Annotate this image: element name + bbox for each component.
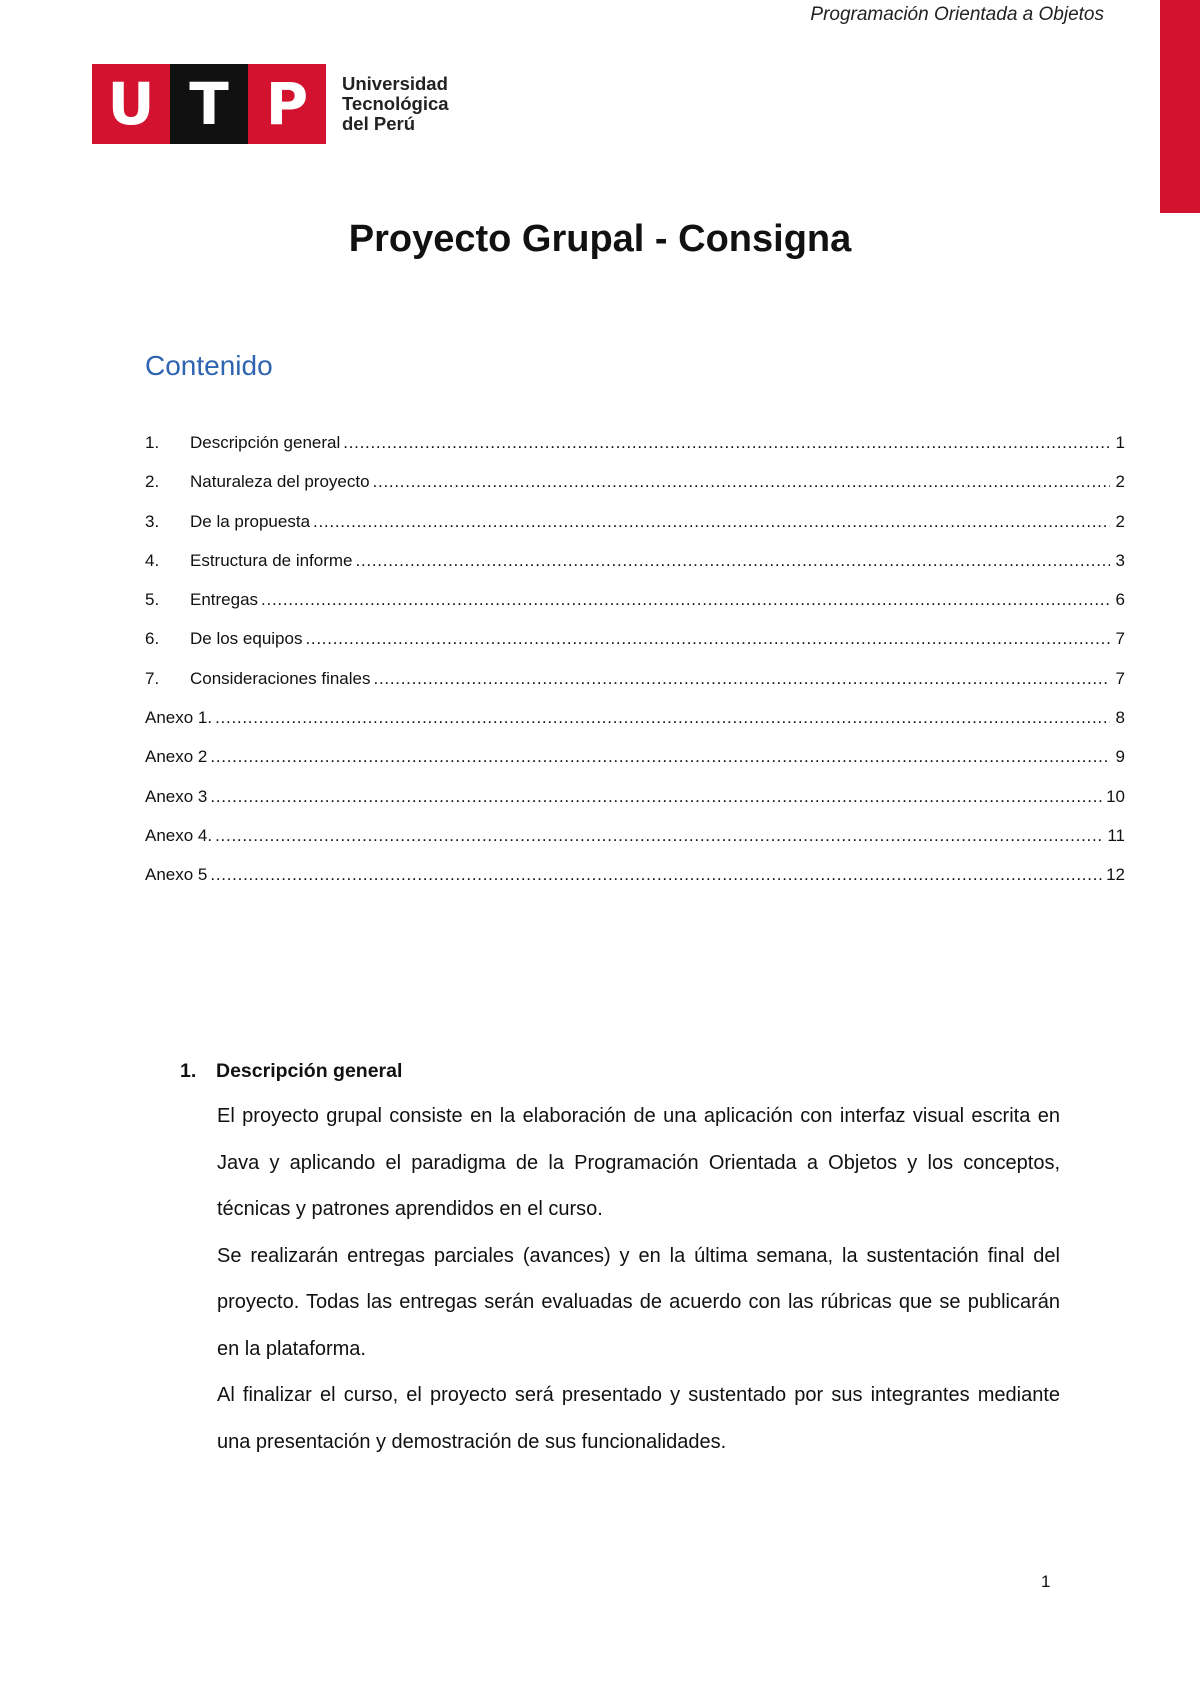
logo-letter-blocks	[92, 64, 326, 144]
section-body	[217, 1093, 1060, 1465]
toc-dot-leader	[356, 551, 1110, 571]
toc-dot-leader	[210, 747, 1110, 767]
logo-letter-t: T	[170, 64, 248, 144]
toc-entry-page: 1	[1115, 433, 1125, 452]
toc-entry[interactable]	[145, 747, 1125, 786]
toc-heading: Contenido	[145, 350, 273, 381]
toc-entry-label: Naturaleza del proyecto	[190, 472, 370, 492]
toc-entry-label: Entregas	[190, 590, 259, 610]
toc-entry-label: Descripción general	[190, 433, 341, 452]
toc-entry[interactable]	[145, 472, 1125, 511]
toc-entry-label: De los equipos	[190, 629, 303, 649]
header-course-name: Programación Orientada a Objetos	[810, 4, 1104, 25]
table-of-contents	[145, 433, 1125, 905]
logo-text-line-3: del Perú	[342, 113, 415, 134]
toc-entry-page: 9	[1115, 747, 1125, 767]
toc-entry[interactable]	[145, 551, 1125, 590]
toc-dot-leader	[210, 865, 1103, 885]
toc-entry-page: 7	[1115, 668, 1125, 688]
toc-entry-label: Consideraciones finales	[190, 668, 371, 688]
toc-entry-number: 4.	[145, 550, 160, 570]
toc-entry-page: 12	[1106, 865, 1125, 885]
toc-entry-page: 2	[1115, 511, 1125, 531]
toc-entry-label: Anexo 5	[145, 865, 208, 885]
section-descripcion-general	[180, 1060, 1060, 1465]
toc-entry-page: 10	[1106, 786, 1125, 806]
toc-entry-page: 3	[1115, 550, 1125, 570]
toc-entry[interactable]	[145, 865, 1125, 904]
logo-letter-p: P	[248, 64, 326, 144]
toc-entry-label: Anexo 2	[145, 747, 208, 767]
toc-entry-number: 7.	[145, 668, 160, 688]
toc-entry-page: 7	[1115, 629, 1125, 649]
toc-entry[interactable]	[145, 433, 1125, 472]
section-heading	[180, 1060, 1060, 1083]
toc-entry-page: 11	[1107, 825, 1125, 845]
toc-entry[interactable]	[145, 590, 1125, 629]
toc-entry[interactable]	[145, 708, 1125, 747]
utp-logo	[92, 64, 449, 144]
toc-dot-leader	[373, 472, 1110, 492]
toc-dot-leader	[261, 590, 1110, 610]
toc-dot-leader	[343, 433, 1110, 453]
toc-entry-number: 6.	[145, 629, 160, 649]
paragraph: Al finalizar el curso, el proyecto será presentado y sustentado por sus integrantes mediante una presentación y demostración de sus funcionalidades.	[217, 1384, 1060, 1453]
toc-dot-leader	[215, 826, 1104, 846]
toc-dot-leader	[210, 787, 1103, 807]
toc-entry[interactable]	[145, 826, 1125, 865]
toc-dot-leader	[374, 669, 1111, 689]
paragraph: El proyecto grupal consiste en la elaboración de una aplicación con interfaz visual escrita en Java y aplicando el paradigma de la Programación Orientada a Objetos y los conceptos, técnicas y patrones aprendidos en el curso.	[217, 1105, 1060, 1220]
logo-text-line-1: Universidad	[342, 73, 448, 94]
toc-entry-page: 6	[1115, 590, 1125, 610]
section-title: Descripción general	[216, 1060, 403, 1082]
toc-entry-label: Anexo 3	[145, 786, 208, 806]
page-number: 1	[1041, 1572, 1051, 1591]
toc-dot-leader	[215, 708, 1110, 728]
toc-dot-leader	[305, 629, 1110, 649]
logo-letter-u: U	[92, 64, 170, 144]
toc-entry[interactable]	[145, 787, 1125, 826]
toc-entry-number: 5.	[145, 590, 160, 610]
section-number: 1.	[180, 1060, 197, 1082]
logo-text-line-2: Tecnológica	[342, 93, 449, 114]
toc-entry-page: 8	[1115, 708, 1125, 728]
toc-entry-label: Anexo 1.	[145, 708, 213, 728]
logo-wordmark	[342, 74, 449, 134]
toc-entry[interactable]	[145, 669, 1125, 708]
document-title: Proyecto Grupal - Consigna	[348, 218, 852, 260]
toc-entry-label: Anexo 4.	[145, 825, 213, 845]
toc-dot-leader	[313, 512, 1110, 532]
corner-accent-bar	[1160, 0, 1200, 213]
toc-entry-label: Estructura de informe	[190, 550, 353, 570]
toc-entry-number: 1.	[145, 433, 160, 452]
toc-entry-number: 3.	[145, 511, 160, 531]
toc-entry-number: 2.	[145, 472, 160, 492]
toc-entry-label: De la propuesta	[190, 511, 311, 531]
paragraph: Se realizarán entregas parciales (avances) y en la última semana, la sustentación final del proyecto. Todas las entregas serán evaluadas de acuerdo con las rúbricas que se publicarán en la plataforma.	[217, 1244, 1060, 1360]
toc-entry-page: 2	[1115, 472, 1125, 492]
toc-entry[interactable]	[145, 629, 1125, 668]
toc-entry[interactable]	[145, 512, 1125, 551]
